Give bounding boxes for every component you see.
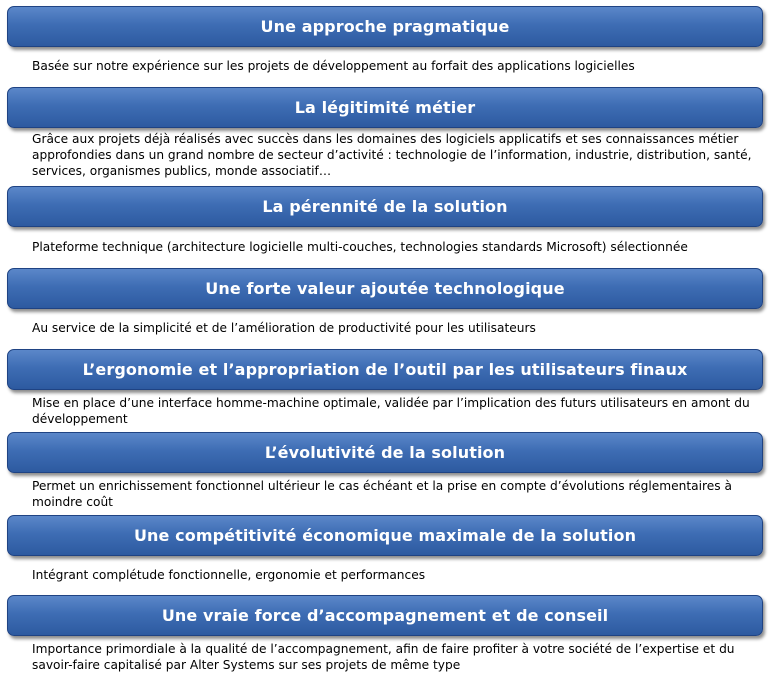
section-8-title: Une vraie force d’accompagnement et de conseil — [161, 606, 609, 625]
section-6-title: L’évolutivité de la solution — [264, 443, 506, 462]
section-5-title: L’ergonomie et l’appropriation de l’outil par les utilisateurs finaux — [82, 360, 688, 379]
section-2-header — [7, 87, 763, 128]
section-8-header — [7, 595, 763, 636]
section-5-description: Mise en place d’une interface homme-machine optimale, validée par l’implication des futurs utilisateurs en amont du développement — [32, 396, 750, 426]
section-6-header — [7, 432, 763, 473]
section-3-description: Plateforme technique (architecture logicielle multi-couches, technologies standards Microsoft) sélectionnée — [32, 240, 688, 254]
section-7-title: Une compétitivité économique maximale de la solution — [133, 526, 637, 545]
section-3-header — [7, 186, 763, 227]
section-1-header — [7, 6, 763, 47]
section-1-description: Basée sur notre expérience sur les projets de développement au forfait des applications logicielles — [32, 59, 635, 73]
section-4-header — [7, 268, 763, 309]
section-6-description: Permet un enrichissement fonctionnel ultérieur le cas échéant et la prise en compte d’évolutions réglementaires à moindre coût — [32, 479, 732, 509]
section-2-description: Grâce aux projets déjà réalisés avec succès dans les domaines des logiciels applicatifs et ses connaissances métier approfondies dans un grand nombre de secteur d’activité : technologie de l’information, industrie, distribution, santé, services, organismes publics, monde associatif… — [32, 132, 752, 178]
section-5-header — [7, 349, 763, 390]
section-4-description: Au service de la simplicité et de l’amélioration de productivité pour les utilisateurs — [32, 321, 536, 335]
section-2-title: La légitimité métier — [294, 98, 476, 117]
section-7-header — [7, 515, 763, 556]
section-4-title: Une forte valeur ajoutée technologique — [205, 279, 565, 298]
section-3-title: La pérennité de la solution — [262, 197, 508, 216]
section-7-description: Intégrant complétude fonctionnelle, ergonomie et performances — [32, 568, 426, 582]
section-8-description: Importance primordiale à la qualité de l’accompagnement, afin de faire profiter à votre société de l’expertise et du savoir-faire capitalisé par Alter Systems sur ses projets de même type — [32, 642, 735, 672]
section-1-title: Une approche pragmatique — [260, 17, 510, 36]
